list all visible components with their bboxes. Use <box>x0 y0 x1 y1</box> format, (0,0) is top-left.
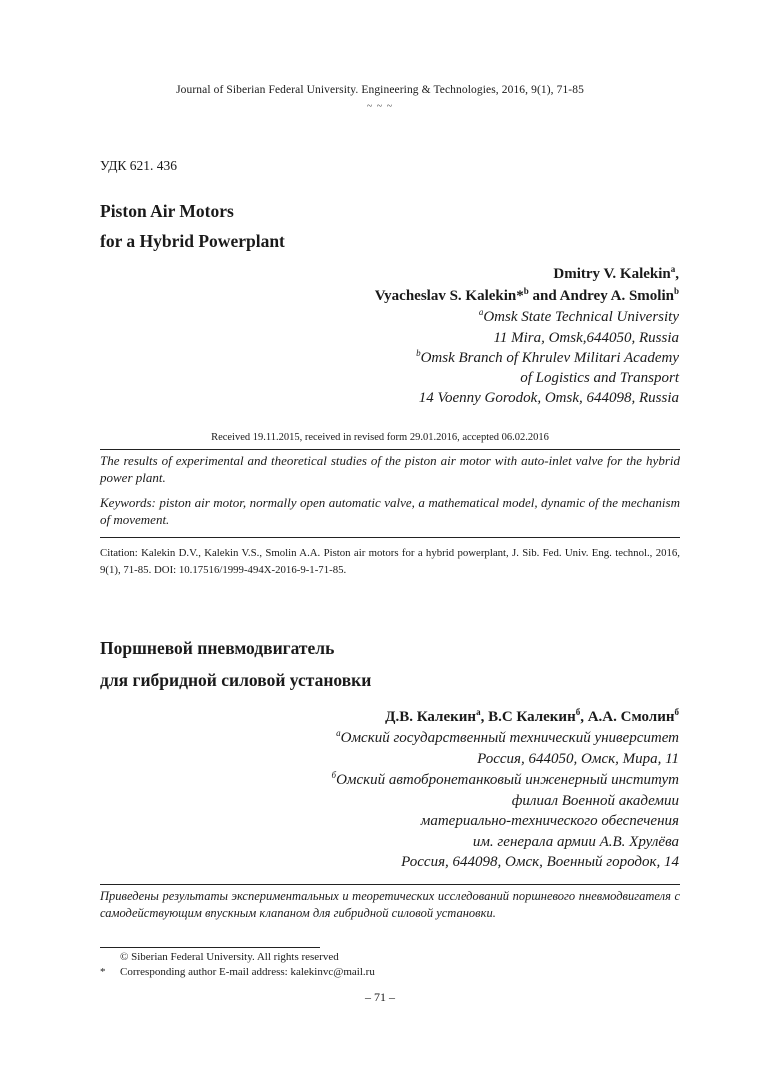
title-ru-line2: для гибридной силовой установки <box>100 670 372 690</box>
authors-en-line2 <box>375 288 679 305</box>
affiliation-b-en <box>416 350 679 367</box>
author-name: Vyacheslav S. Kalekin* <box>374 288 524 304</box>
article-title-en <box>100 196 285 256</box>
affiliation-b-address-en: 14 Voenny Gorodok, Omsk, 644098, Russia <box>418 390 679 406</box>
author-name: , А.А. Смолин <box>580 709 675 725</box>
journal-header: Journal of Siberian Federal University. Engineering & Technologies, 2016, 9(1), 71-85 <box>176 84 584 96</box>
aff-sup: a <box>478 307 484 317</box>
author-sup: а <box>476 707 481 717</box>
article-title-ru <box>100 632 371 696</box>
author-name: , В.С Калекин <box>480 709 576 725</box>
footnote-text: © Siberian Federal University. All rights reserved <box>120 951 339 963</box>
affiliation-b-line3-ru: материально-технического обеспечения <box>420 813 679 829</box>
aff-line: Omsk State Technical University <box>483 309 679 325</box>
author-sup: б <box>674 707 679 717</box>
title-ru-line1: Поршневой пневмодвигатель <box>100 638 335 658</box>
author-sup: b <box>673 286 679 296</box>
keywords-en: Keywords: piston air motor, normally open automatic valve, a mathematical model, dynamic of the mechanism of movement. <box>100 495 680 527</box>
divider <box>100 537 680 538</box>
page-number: – 71 – <box>365 990 395 1004</box>
affiliation-b-ru <box>332 772 679 789</box>
affiliation-b-address-ru: Россия, 644098, Омск, Военный городок, 14 <box>401 854 679 870</box>
affiliation-a-address-ru: Россия, 644050, Омск, Мира, 11 <box>477 751 679 767</box>
affiliation-b-line2-ru: филиал Военной академии <box>511 793 679 809</box>
aff-line: Omsk Branch of Khrulev Militari Academy <box>420 350 679 366</box>
received-dates: Received 19.11.2015, received in revised form 29.01.2016, accepted 06.02.2016 <box>211 432 549 443</box>
citation: Citation: Kalekin D.V., Kalekin V.S., Smolin A.A. Piston air motors for a hybrid powerplant, J. Sib. Fed. Univ. Eng. technol., 2016, 9(1), 71-85. DOI: 10.17516/1999-494X-2016-9-1-71-85. <box>100 547 680 576</box>
author-sup: б <box>575 707 581 717</box>
author-name: and Andrey A. Smolin <box>528 288 674 304</box>
title-en-line1: Piston Air Motors <box>100 201 234 221</box>
aff-line: Омский государственный технический университет <box>340 730 679 746</box>
author-sep: , <box>675 266 679 282</box>
footnote-text: Corresponding author E-mail address: kalekinvc@mail.ru <box>120 966 375 978</box>
author-sup: a <box>670 264 676 274</box>
affiliation-a-address-en: 11 Mira, Omsk,644050, Russia <box>493 330 679 346</box>
aff-sup: б <box>331 770 337 780</box>
aff-line: Омский автобронетанковый инженерный институт <box>336 772 679 788</box>
author-name: Д.В. Калекин <box>385 709 477 725</box>
abstract-en: The results of experimental and theoretical studies of the piston air motor with auto-inlet valve for the hybrid power plant. <box>100 453 680 485</box>
footnote-mark: * <box>100 966 106 978</box>
footnote-copyright <box>100 951 339 963</box>
aff-sup: b <box>416 348 421 358</box>
affiliation-b-line4-ru: им. генерала армии А.В. Хрулёва <box>472 834 679 850</box>
aff-sup: а <box>336 728 341 738</box>
author-name: Dmitry V. Kalekin <box>553 266 671 282</box>
affiliation-a-en <box>479 309 679 326</box>
authors-ru <box>385 709 679 726</box>
footnote-corresponding <box>100 966 375 978</box>
affiliation-a-ru <box>336 730 679 747</box>
divider <box>100 449 680 450</box>
affiliation-b-line2-en: of Logistics and Transport <box>520 370 679 386</box>
header-ornament: ~ ~ ~ <box>366 101 394 112</box>
author-sup: b <box>523 286 529 296</box>
authors-en-line1 <box>553 266 679 283</box>
footnote-divider <box>100 947 320 948</box>
abstract-ru: Приведены результаты экспериментальных и теоретических исследований поршневого пневмодвигателя с самодействующим впускным клапаном для гибридной силовой установки. <box>100 889 680 920</box>
title-en-line2: for a Hybrid Powerplant <box>100 231 285 251</box>
udc-code: УДК 621. 436 <box>100 158 178 173</box>
divider <box>100 884 680 885</box>
